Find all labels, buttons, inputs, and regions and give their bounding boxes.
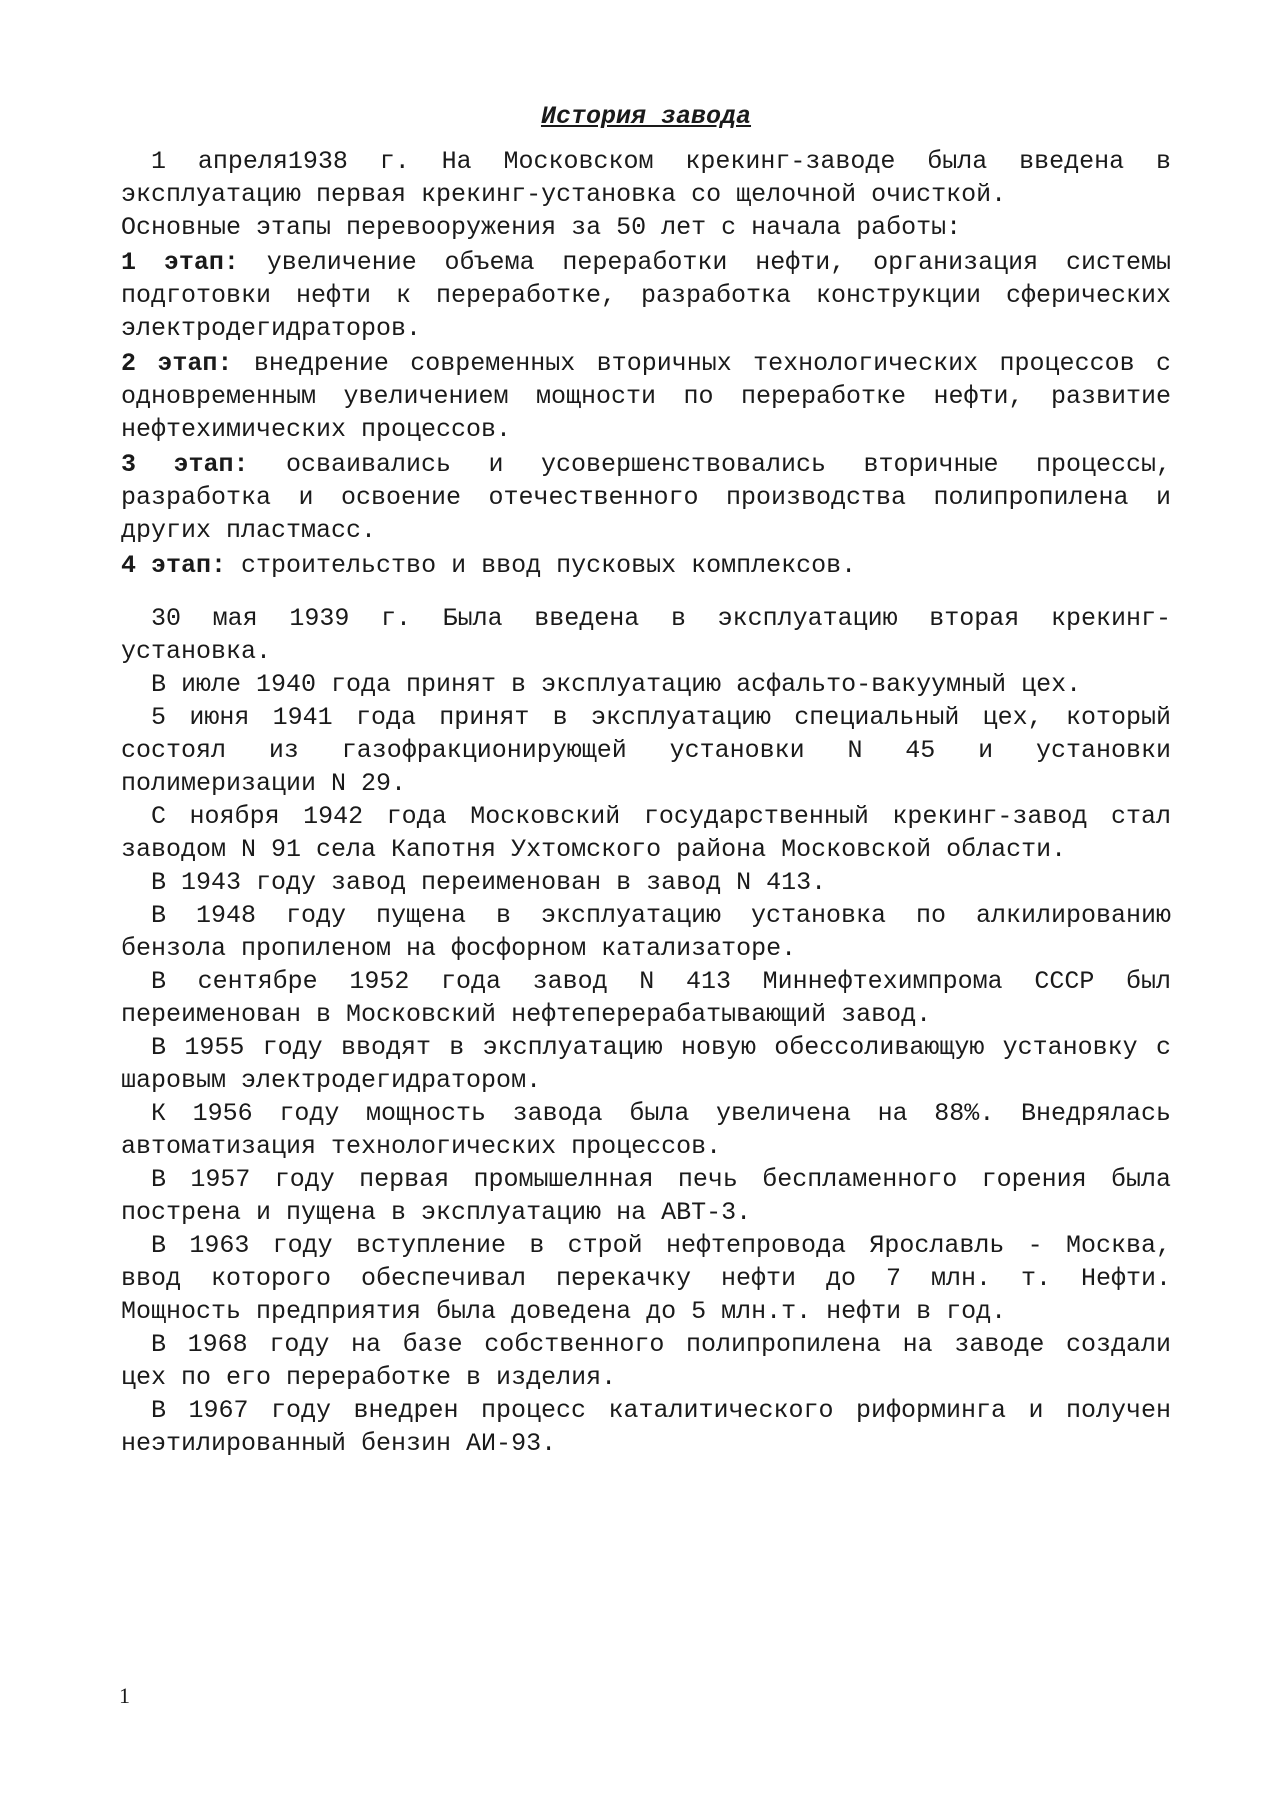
event-paragraph: В июле 1940 года принят в эксплуатацию асфальто-вакуумный цех. [151,670,1082,699]
stage-text: внедрение современных вторичных технологических процессов с одновременным увеличением мощности по переработке нефти, развитие нефтехимических процессов. [121,349,1171,444]
page-number: 1 [119,1683,130,1708]
event-paragraph: С ноября 1942 года Московский государственный крекинг-завод стал заводом N 91 села Капотня Ухтомского района Московской области. [121,802,1171,864]
stage-label: 4 этап: [121,551,227,580]
event-paragraph: В 1943 году завод переименован в завод N 413. [151,868,827,897]
event-paragraph: В 1948 году пущена в эксплуатацию установка по алкилированию бензола пропиленом на фосфорном катализаторе. [121,901,1171,963]
page-title: История завода [540,102,752,131]
event-paragraph: 30 мая 1939 г. Была введена в эксплуатацию вторая крекинг-установка. [121,604,1171,666]
event-paragraph: В 1955 году вводят в эксплуатацию новую обессоливающую установку с шаровым электродегидратором. [121,1033,1171,1095]
event-paragraph: В 1968 году на базе собственного полипропилена на заводе создали цех по его переработке в изделия. [121,1330,1171,1392]
event-paragraph: 5 июня 1941 года принят в эксплуатацию специальный цех, который состоял из газофракционирующей установки N 45 и установки полимеризации N 29. [121,703,1171,798]
event-paragraph: В 1957 году первая промышелнная печь беспламенного горения была пострена и пущена в эксплуатацию на АВТ-3. [121,1165,1171,1227]
event-paragraph: К 1956 году мощность завода была увеличена на 88%. Внедрялась автоматизация технологических процессов. [121,1099,1171,1161]
stage-item-4 [121,549,1171,582]
event-paragraph: В 1963 году вступление в строй нефтепровода Ярославль - Москва, ввод которого обеспечивал перекачку нефти до 7 млн. т. Нефти. Мощность предприятия была доведена до 5 млн.т. нефти в год. [121,1231,1171,1326]
stage-text: строительство и ввод пусковых комплексов. [226,551,857,580]
intro-paragraph: 1 апреля1938 г. На Московском крекинг-заводе была введена в эксплуатацию первая крекинг-установка со щелочной очисткой. [121,147,1171,209]
event-paragraph: В сентябре 1952 года завод N 413 Миннефтехимпрома СССР был переименован в Московский нефтеперерабатывающий завод. [121,967,1171,1029]
stage-label: 1 этап: [121,248,239,277]
stages-heading: Основные этапы перевооружения за 50 лет с начала работы: [121,213,962,242]
stage-item-1 [121,246,1171,345]
stage-text: осваивались и усовершенствовались вторичные процессы, разработка и освоение отечественного производства полипропилена и других пластмасс. [121,450,1171,545]
stage-item-3 [121,448,1171,547]
section-spacer [121,582,1171,602]
stage-item-2 [121,347,1171,446]
stage-text: увеличение объема переработки нефти, организация системы подготовки нефти к переработке, разработка конструкции сферических электродегидраторов. [121,248,1171,343]
event-paragraph: В 1967 году внедрен процесс каталитического риформинга и получен неэтилированный бензин АИ-93. [121,1396,1171,1458]
stage-label: 3 этап: [121,450,249,479]
stage-label: 2 этап: [121,349,233,378]
document-page [121,100,1171,1460]
